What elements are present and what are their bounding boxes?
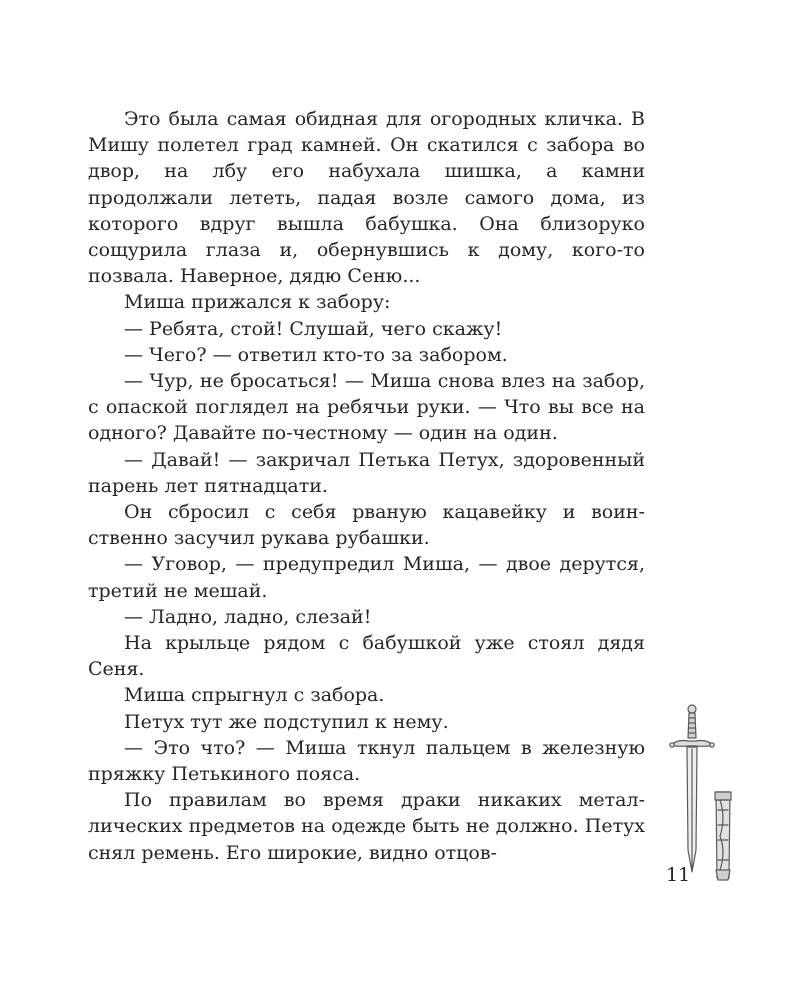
- paragraph: Петух тут же подступил к нему.: [124, 710, 449, 733]
- paragraph: Он сбросил с себя рваную кацавейку и воинственно засучил рукава рубашки.: [88, 501, 645, 550]
- paragraph: Миша спрыгнул с забора.: [124, 684, 385, 707]
- paragraph: Это была самая обидная для огородных кличка. В Мишу полетел град камней. Он скатился с забора во двор, на лбу его набухала шишка, а камни продолжали лететь, падая возле самого дома, из которого вдруг вышла бабушка. Она близоруко сощурила глаза и, обернувшись к дому, кого-то позвала. Наверное, дядю Сеню...: [88, 108, 645, 288]
- paragraph: — Уговор, — предупредил Миша, — двое дерутся, третий не мешай.: [88, 553, 645, 602]
- paragraph: На крыльце рядом с бабушкой уже стоял дядя Сеня.: [88, 632, 645, 681]
- paragraph: — Ладно, ладно, слезай!: [124, 605, 372, 628]
- paragraph: — Давай! — закричал Петька Петух, здоровенный парень лет пятнадцати.: [88, 448, 645, 497]
- paragraph: — Чего? — ответил кто-то за забором.: [124, 343, 508, 366]
- body-text: [88, 106, 645, 866]
- paragraph: Миша прижался к забору:: [124, 291, 391, 314]
- paragraph: По правилам во время драки никаких металлических предметов на одежде быть не должно. Петух снял ремень. Его широкие, видно отцов-: [88, 789, 645, 864]
- paragraph: — Ребята, стой! Слушай, чего скажу!: [124, 317, 503, 340]
- paragraph: — Это что? — Миша ткнул пальцем в железную пряжку Петькиного пояса.: [88, 736, 645, 786]
- page-number: 11: [666, 864, 691, 886]
- paragraph: — Чур, не бросаться! — Миша снова влез на забор, с опаской поглядел на ребячьи руки. — Что вы все на одного? Давайте по-честному — один на один.: [88, 370, 645, 445]
